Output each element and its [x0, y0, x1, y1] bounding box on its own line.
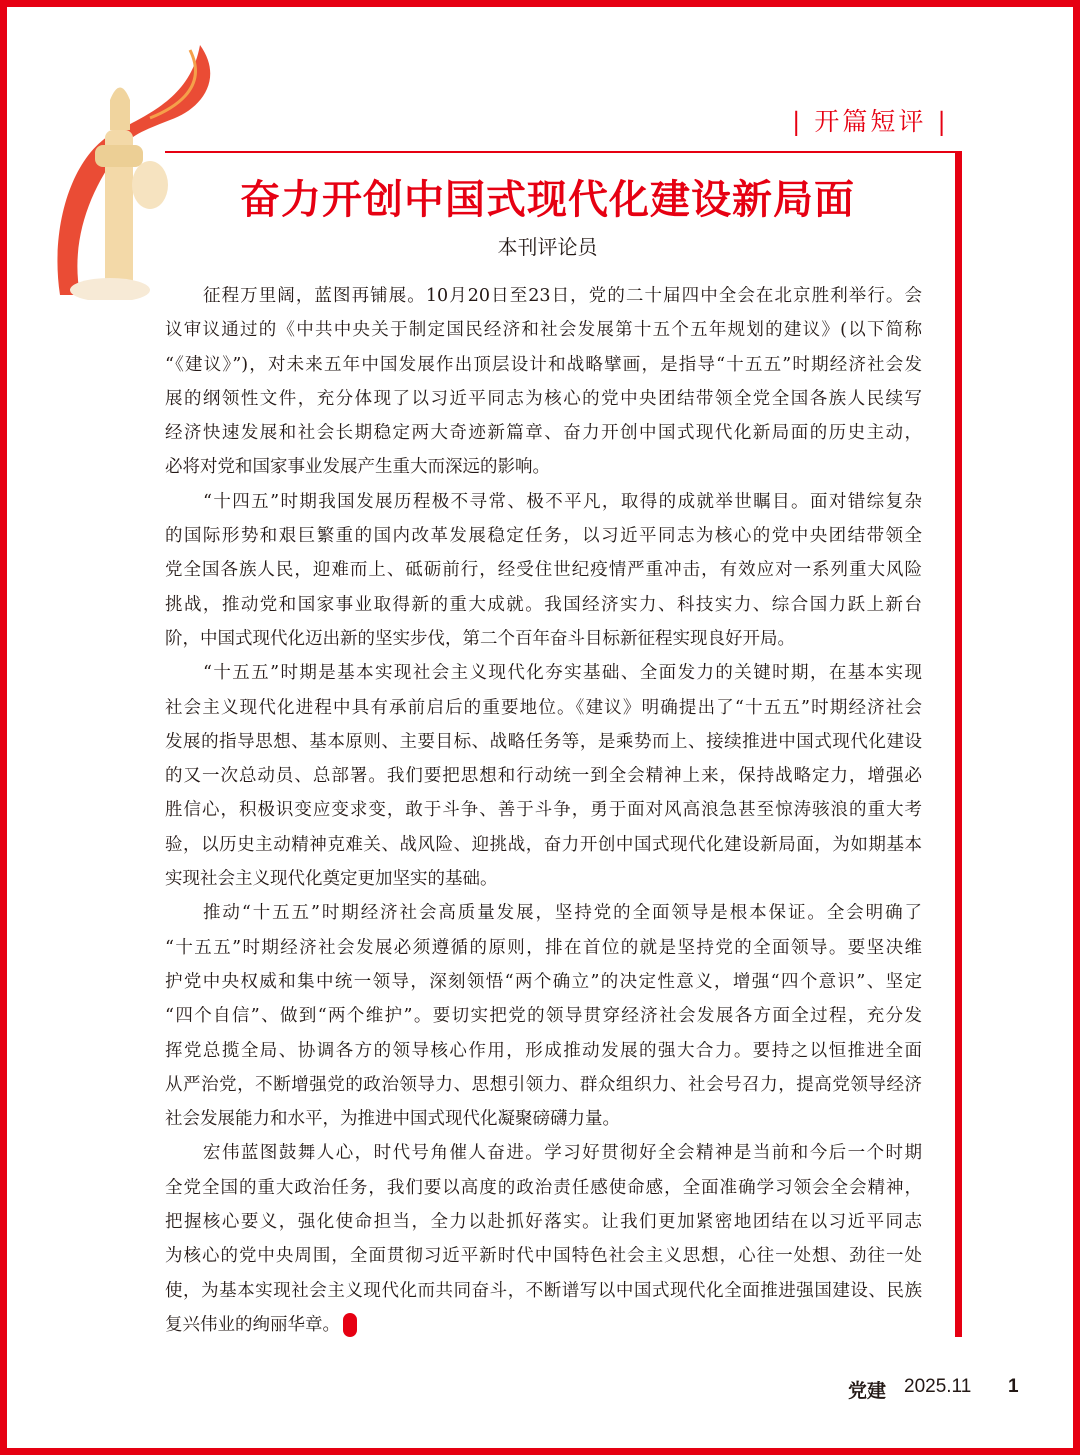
text-line: “十四五”时期我国发展历程极不寻常、极不平凡，取得的成就举世瞩目。面对错综复杂 [203, 491, 922, 512]
text-line: 必将对党和国家事业发展产生重大而深远的影响。 [165, 457, 550, 478]
text-line: 议审议通过的《中共中央关于制定国民经济和社会发展第十五个五年规划的建议》(以下简称 [165, 320, 922, 341]
article-title: 奋力开创中国式现代化建设新局面 [240, 177, 855, 223]
byline: 本刊评论员 [497, 235, 598, 259]
text-line: 展的纲领性文件，充分体现了以习近平同志为核心的党中央团结带领全党全国各族人民续写 [165, 388, 922, 409]
article-body [165, 279, 922, 1342]
title-rule-horizontal [165, 151, 957, 153]
text-line: 发展的指导思想、基本原则、主要目标、战略任务等，是乘势而上、接续推进中国式现代化建设 [165, 731, 922, 752]
end-stamp-icon [343, 1313, 357, 1337]
text-line: 全党全国的重大政治任务，我们要以高度的政治责任感使命感，全面准确学习领会全会精神， [165, 1177, 922, 1198]
text-line: 验，以历史主动精神克难关、战风险、迎挑战，奋力开创中国式现代化建设新局面，为如期基本 [165, 834, 922, 855]
text-line: “十五五”时期经济社会发展必须遵循的原则，排在首位的就是坚持党的全面领导。要坚决维 [165, 937, 922, 958]
text-line: 的又一次总动员、总部署。我们要把思想和行动统一到全会精神上来，保持战略定力，增强必 [165, 766, 922, 787]
text-line: “四个自信”、做到“两个维护”。要切实把党的领导贯穿经济社会发展各方面全过程，充分发 [165, 1006, 922, 1027]
paragraph [165, 279, 922, 485]
text-line: “十五五”时期是基本实现社会主义现代化夯实基础、全面发力的关键时期，在基本实现 [203, 663, 922, 684]
text-line: 阶，中国式现代化迈出新的坚实步伐，第二个百年奋斗目标新征程实现良好开局。 [165, 628, 795, 649]
text-line: 把握核心要义，强化使命担当，全力以赴抓好落实。让我们更加紧密地团结在以习近平同志 [165, 1212, 922, 1233]
text-line: 使，为基本实现社会主义现代化而共同奋斗，不断谱写以中国式现代化全面推进强国建设、民族 [165, 1280, 922, 1301]
text-line: 经济快速发展和社会长期稳定两大奇迹新篇章、奋力开创中国式现代化新局面的历史主动， [165, 423, 922, 444]
paragraph [165, 656, 922, 896]
text-line: 挑战，推动党和国家事业取得新的重大成就。我国经济实力、科技实力、综合国力跃上新台 [165, 594, 922, 615]
footer-magazine-name: 党建 [848, 1380, 887, 1402]
text-line: 宏伟蓝图鼓舞人心，时代号角催人奋进。学习好贯彻好全会精神是当前和今后一个时期 [203, 1143, 922, 1164]
text-line: 为核心的党中央周围，全面贯彻习近平新时代中国特色社会主义思想，心往一处想、劲往一处 [165, 1246, 922, 1267]
column-tag: | 开篇短评 | [792, 107, 949, 136]
title-rule-vertical [955, 151, 962, 1337]
text-line: 推动“十五五”时期经济社会高质量发展，坚持党的全面领导是根本保证。全会明确了 [203, 903, 922, 924]
text-line: “《建议》”)，对未来五年中国发展作出顶层设计和战略擘画，是指导“十五五”时期经济社会发 [165, 354, 922, 375]
footer-issue: 2025.11 [904, 1376, 972, 1397]
text-line: 实现社会主义现代化奠定更加坚实的基础。 [165, 869, 498, 890]
text-line: 征程万里阔，蓝图再铺展。10月20日至23日，党的二十届四中全会在北京胜利举行。会 [203, 286, 922, 306]
paragraph [165, 896, 922, 1136]
paragraph [165, 1136, 922, 1342]
text-line: 挥党总揽全局、协调各方的领导核心作用，形成推动发展的强大合力。要持之以恒推进全面 [165, 1040, 922, 1061]
text-line: 社会主义现代化进程中具有承前启后的重要地位。《建议》明确提出了“十五五”时期经济社会 [165, 697, 922, 718]
text-line: 胜信心，积极识变应变求变，敢于斗争、善于斗争，勇于面对风高浪急甚至惊涛骇浪的重大考 [165, 800, 922, 821]
page-number: 1 [1008, 1376, 1019, 1397]
text-line: 的国际形势和艰巨繁重的国内改革发展稳定任务，以习近平同志为核心的党中央团结带领全 [165, 526, 922, 547]
text-line: 复兴伟业的绚丽华章。 [165, 1308, 922, 1342]
paragraph [165, 485, 922, 656]
text-line: 从严治党，不断增强党的政治领导力、思想引领力、群众组织力、社会号召力，提高党领导经济 [165, 1074, 922, 1095]
text-line: 护党中央权威和集中统一领导，深刻领悟“两个确立”的决定性意义，增强“四个意识”、坚定 [165, 971, 922, 992]
text-line: 社会发展能力和水平，为推进中国式现代化凝聚磅礴力量。 [165, 1109, 620, 1130]
text-line: 党全国各族人民，迎难而上、砥砺前行，经受住世纪疫情严重冲击，有效应对一系列重大风险 [165, 560, 922, 581]
